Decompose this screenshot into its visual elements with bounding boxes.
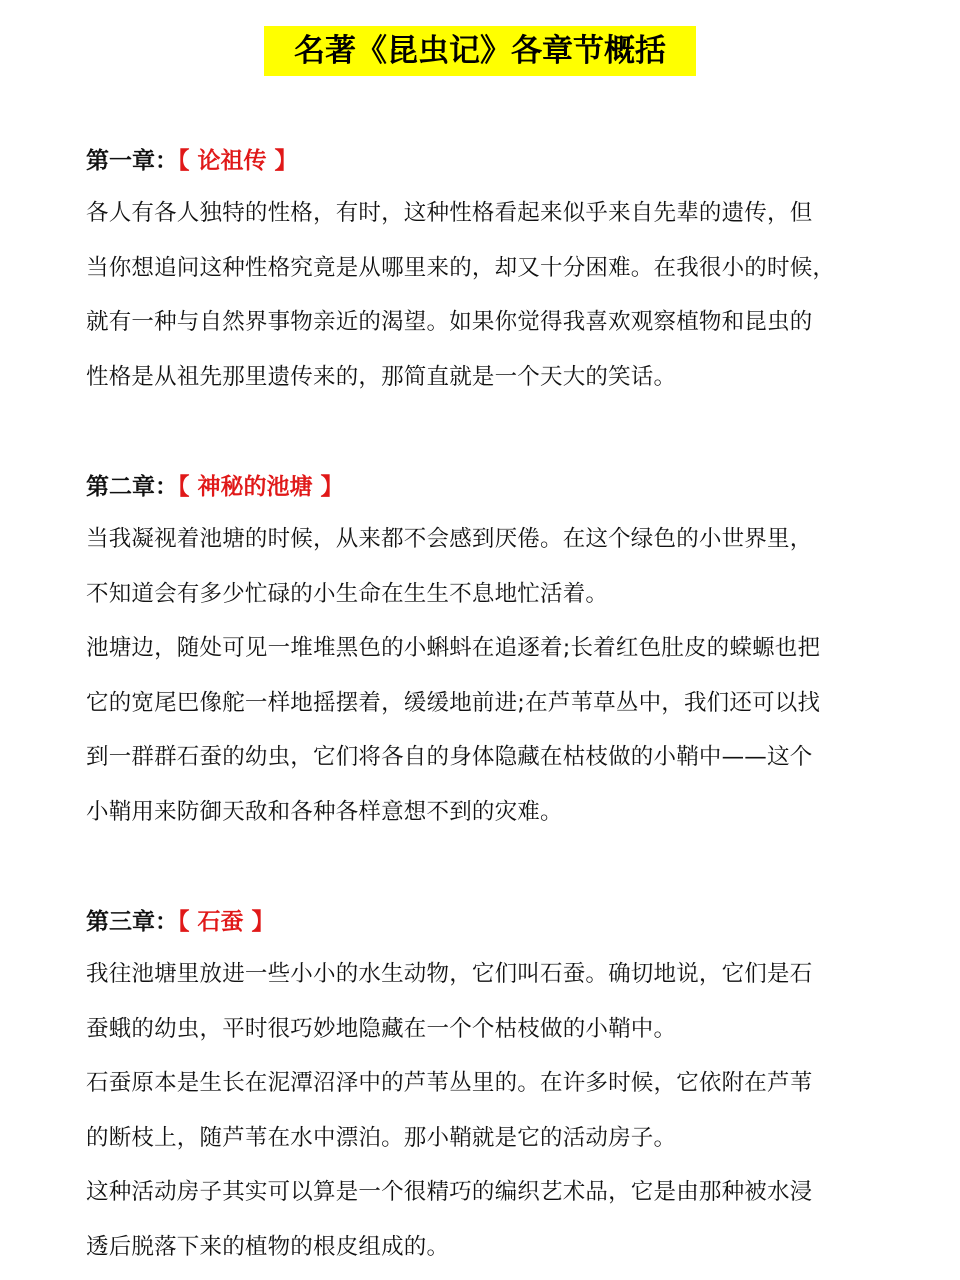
chapter-heading — [86, 897, 886, 947]
page-title: 名著《昆虫记》各章节概括 — [264, 26, 696, 76]
chapter-text-line: 这种活动房子其实可以算是一个很精巧的编织艺术品，它是由那种被水浸 — [86, 1179, 813, 1205]
chapter-2 — [86, 462, 886, 839]
chapter-text-line: 各人有各人独特的性格，有时，这种性格看起来似乎来自先辈的遗传，但 — [86, 200, 813, 226]
chapter-1 — [86, 136, 886, 404]
chapter-text-line: 就有一种与自然界事物亲近的渴望。如果你觉得我喜欢观察植物和昆虫的 — [86, 309, 813, 335]
article-body — [86, 136, 886, 1274]
chapter-label: 第三章： — [86, 909, 178, 935]
chapter-bracket-close: 】 — [266, 148, 298, 174]
chapter-text-line: 蚕蛾的幼虫，平时很巧妙地隐藏在一个个枯枝做的小鞘中。 — [86, 1015, 677, 1042]
chapter-text-line: 我往池塘里放进一些小小的水生动物，它们叫石蚕。确切地说，它们是石 — [86, 961, 813, 987]
chapter-bracket-open: 【 — [178, 148, 198, 174]
section-gap — [86, 839, 886, 897]
chapter-text-line: 小鞘用来防御天敌和各种各样意想不到的灾难。 — [86, 798, 563, 825]
chapter-text-line: 当我凝视着池塘的时候，从来都不会感到厌倦。在这个绿色的小世界里， — [86, 526, 813, 552]
chapter-text-line: 透后脱落下来的植物的根皮组成的。 — [86, 1233, 450, 1260]
chapter-3 — [86, 897, 886, 1274]
chapter-text-line: 它的宽尾巴像舵一样地摇摆着，缓缓地前进;在芦苇草丛中，我们还可以找 — [86, 689, 821, 716]
chapter-text-line: 石蚕原本是生长在泥潭沼泽中的芦苇丛里的。在许多时候，它依附在芦苇 — [86, 1070, 813, 1096]
chapter-label: 第一章： — [86, 148, 178, 174]
title-wrap — [0, 26, 960, 76]
chapter-text-line: 的断枝上，随芦苇在水中漂泊。那小鞘就是它的活动房子。 — [86, 1124, 677, 1151]
chapter-bracket-close: 】 — [312, 474, 344, 500]
chapter-name: 论祖传 — [197, 148, 267, 174]
chapter-text-line: 当你想追问这种性格究竟是从哪里来的，却又十分困难。在我很小的时候， — [86, 254, 836, 281]
section-gap — [86, 404, 886, 462]
chapter-bracket-close: 】 — [243, 909, 275, 935]
chapter-text-line: 不知道会有多少忙碌的小生命在生生不息地忙活着。 — [86, 580, 609, 607]
chapter-bracket-open: 【 — [178, 474, 198, 500]
chapter-label: 第二章： — [86, 474, 178, 500]
chapter-name: 神秘的池塘 — [197, 474, 313, 500]
chapter-heading — [86, 462, 886, 512]
chapter-heading — [86, 136, 886, 186]
chapter-text-line: 池塘边，随处可见一堆堆黑色的小蝌蚪在追逐着;长着红色肚皮的蝾螈也把 — [86, 635, 821, 661]
chapter-bracket-open: 【 — [178, 909, 198, 935]
chapter-name: 石蚕 — [197, 909, 244, 935]
chapter-text-line: 性格是从祖先那里遗传来的，那简直就是一个天大的笑话。 — [86, 363, 677, 390]
chapter-text-line: 到一群群石蚕的幼虫，它们将各自的身体隐藏在枯枝做的小鞘中——这个 — [86, 744, 813, 770]
